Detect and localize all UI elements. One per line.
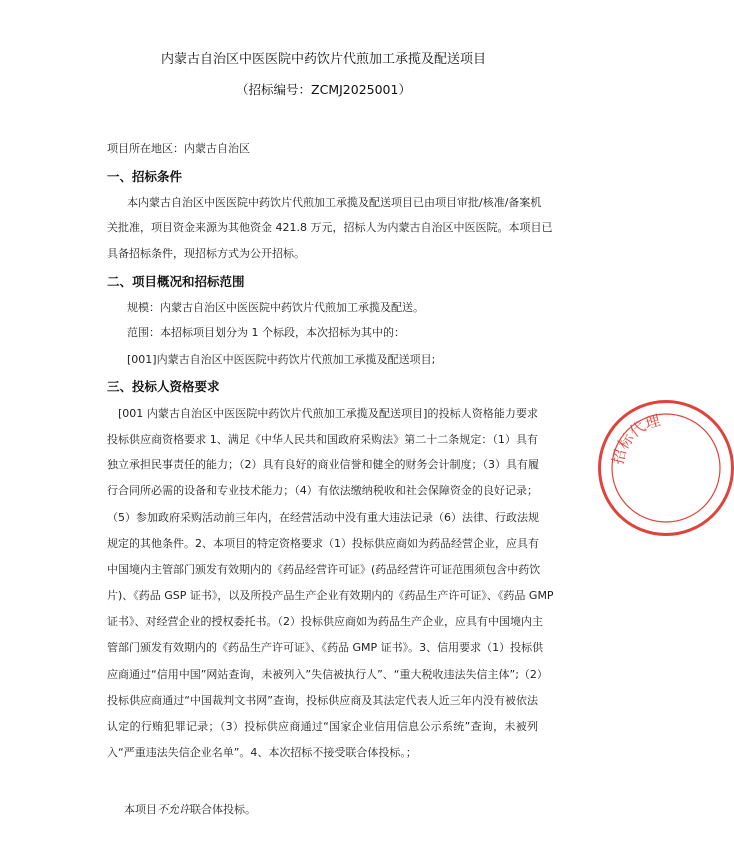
section-1-line: 关批准，项目资金来源为其他资金 421.8 万元，招标人为内蒙古自治区中医医院。本项目已 <box>107 221 553 234</box>
section-3-heading: 三、投标人资格要求 <box>107 379 220 394</box>
section-2-line: 范围：本招标项目划分为 1 个标段，本次招标为其中的： <box>127 326 405 339</box>
section-3-line: 证书》、对经营企业的授权委托书。（2）投标供应商如为药品生产企业，应具有中国境内主 <box>107 615 543 628</box>
joint-bid-suffix: 联合体投标。 <box>190 803 256 816</box>
seal-graphic <box>601 403 731 533</box>
official-seal <box>598 400 734 536</box>
section-3-line: 中国境内主管部门颁发有效期内的《药品经营许可证》(药品经营许可证范围须包含中药饮 <box>107 563 541 576</box>
section-3-line: 入“严重违法失信企业名单”。4、本次招标不接受联合体投标。； <box>107 746 417 759</box>
seal-text-path: 招标代理 <box>608 411 663 467</box>
section-3-line: 行合同所必需的设备和专业技术能力；（4）有依法缴纳税收和社会保障资金的良好记录； <box>107 484 538 497</box>
section-3-line: 投标供应商资格要求 1、满足《中华人民共和国政府采购法》第二十二条规定：（1）具有 <box>107 433 538 446</box>
section-3-line: 认定的行贿犯罪记录；（3）投标供应商通过“国家企业信用信息公示系统”查询，未被列 <box>107 720 538 733</box>
section-2-line: 规模：内蒙古自治区中医医院中药饮片代煎加工承揽及配送。 <box>127 301 424 314</box>
section-3-line: 规定的其他条件。2、本项目的特定资格要求（1）投标供应商如为药品经营企业，应具有 <box>107 537 539 550</box>
section-2-heading: 二、项目概况和招标范围 <box>107 274 245 289</box>
section-3-line: （5）参加政府采购活动前三年内，在经营活动中没有重大违法记录（6）法律、行政法规 <box>107 511 539 524</box>
seal-text <box>609 411 663 466</box>
section-1-heading: 一、招标条件 <box>107 169 183 184</box>
section-3-line: 管部门颁发有效期内的《药品生产许可证》、《药品 GMP 证书》。3、信用要求（1）投标供 <box>107 641 544 654</box>
section-3-line: [001 内蒙古自治区中医医院中药饮片代煎加工承揽及配送项目]的投标人资格能力要求 <box>118 407 538 420</box>
section-1-line: 具备招标条件，现招标方式为公开招标。 <box>107 247 305 260</box>
section-3-line: 应商通过“信用中国”网站查询，未被列入”失信被执行人”、“重大税收违法失信主体”;（2） <box>107 668 548 681</box>
tender-number: （招标编号：ZCMJ2025001） <box>236 82 411 97</box>
document-title: 内蒙古自治区中医医院中药饮片代煎加工承揽及配送项目 <box>160 52 486 67</box>
section-3-line: 投标供应商通过“中国裁判文书网”查询，投标供应商及其法定代表人近三年内没有被依法 <box>107 694 538 707</box>
joint-bid-emphasis: 不允许 <box>157 803 190 816</box>
joint-bid-prefix: 本项目 <box>124 803 157 816</box>
joint-bid-note <box>124 801 256 817</box>
section-3-line: 独立承担民事责任的能力；（2）具有良好的商业信誉和健全的财务会计制度；（3）具有履 <box>107 458 539 471</box>
section-2-line: [001]内蒙古自治区中医医院中药饮片代煎加工承揽及配送项目; <box>127 353 436 366</box>
project-region: 项目所在地区：内蒙古自治区 <box>107 142 250 155</box>
section-1-line: 本内蒙古自治区中医医院中药饮片代煎加工承揽及配送项目已由项目审批/核准/备案机 <box>127 196 542 209</box>
section-3-line: 片)、《药品 GSP 证书》，以及所投产品生产企业有效期内的《药品生产许可证》、《药品 GMP <box>107 589 554 602</box>
